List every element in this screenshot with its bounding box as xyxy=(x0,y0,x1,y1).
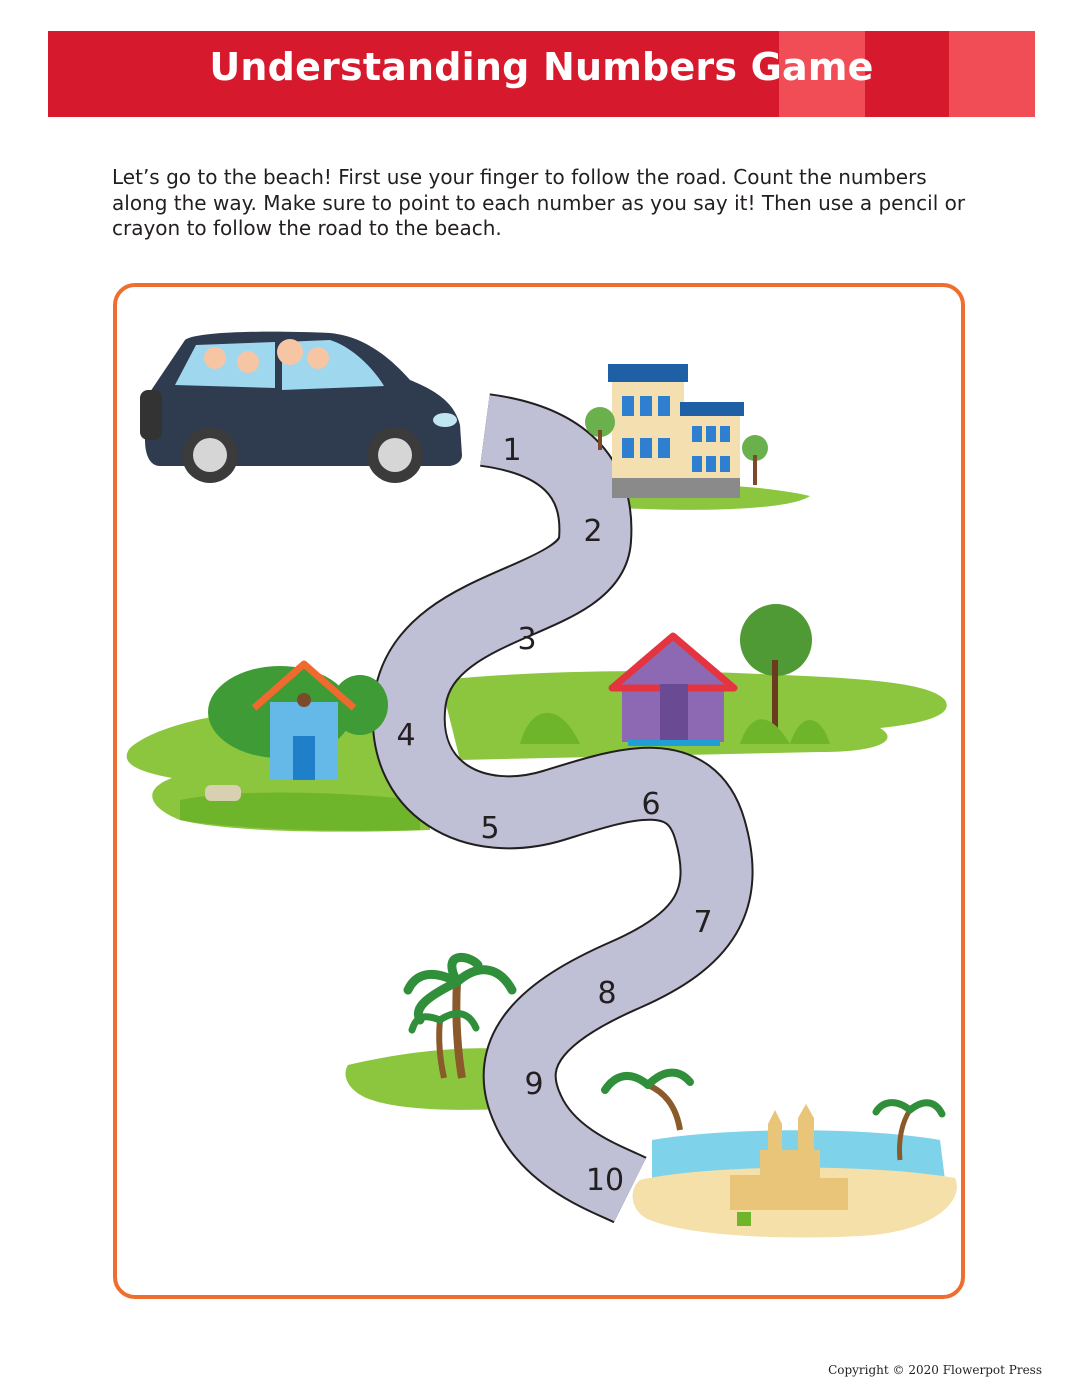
road-number-10: 10 xyxy=(585,1163,625,1198)
road-number-8: 8 xyxy=(597,976,617,1011)
road-number-5: 5 xyxy=(480,811,500,846)
page-title: Understanding Numbers Game xyxy=(209,45,874,89)
apartment-building xyxy=(585,364,768,498)
road-number-7: 7 xyxy=(693,905,713,940)
road-number-3: 3 xyxy=(517,622,537,657)
road-number-2: 2 xyxy=(583,514,603,549)
road-number-6: 6 xyxy=(641,787,661,822)
sand-castle-beach xyxy=(605,1073,957,1238)
road-number-4: 4 xyxy=(396,718,416,753)
family-car xyxy=(140,332,462,483)
road-number-9: 9 xyxy=(524,1067,544,1102)
copyright-notice: Copyright © 2020 Flowerpot Press xyxy=(828,1363,1042,1377)
instructions-text: Let’s go to the beach! First use your finger to follow the road. Count the numbers along the way. Make sure to point to each number as you say it! Then use a pencil or crayon to follow the road to the beach. xyxy=(112,165,966,240)
road-number-1: 1 xyxy=(502,433,522,468)
